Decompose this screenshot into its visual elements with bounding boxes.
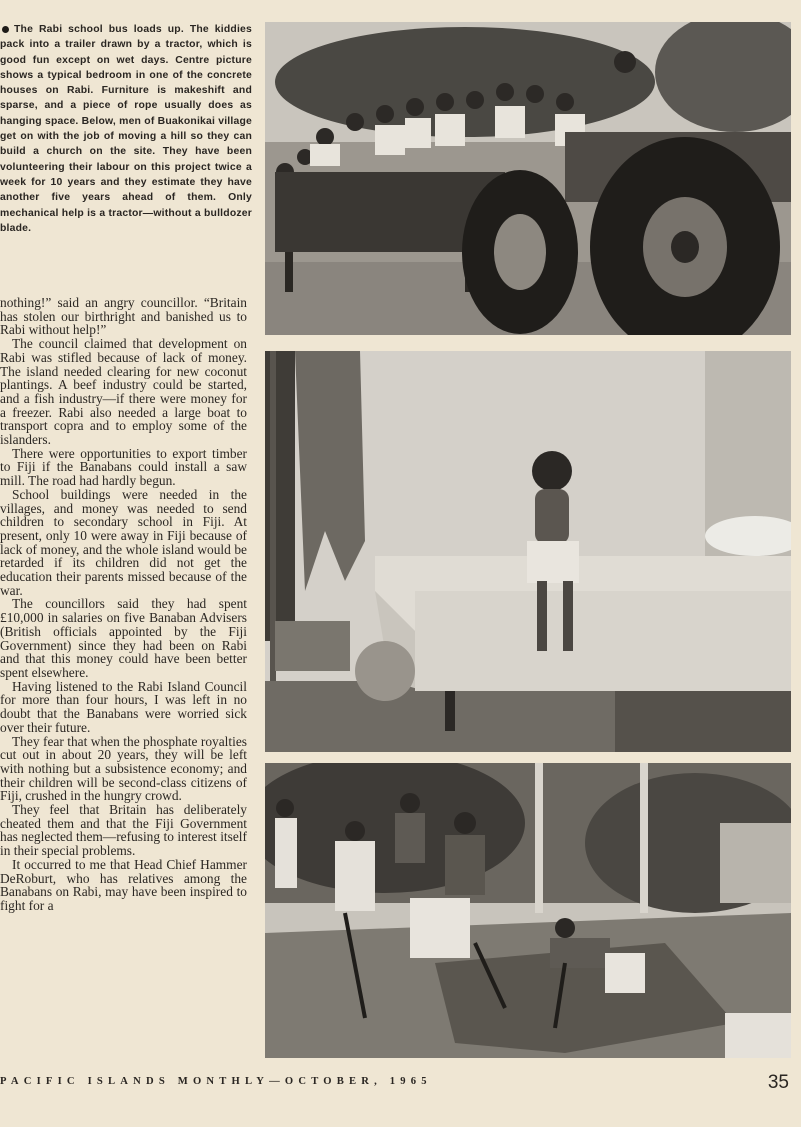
- article-paragraph: The councillors said they had spent £10,000 in salaries on five Banaban Advisers (British officials appointed by the Fiji Government) since they had been on Rabi and that this money could have been better spent elsewhere.: [0, 596, 247, 680]
- article-paragraph: nothing!” said an angry councillor. “Britain has stolen our birthright and banished us to Rabi without help!”: [0, 295, 247, 338]
- village-work-photo: [265, 763, 791, 1058]
- bedroom-illustration: [265, 351, 791, 752]
- article-paragraph: It occurred to me that Head Chief Hammer DeRoburt, who has relatives among the Banabans on Rabi, may have been inspired to fight for a: [0, 856, 247, 913]
- school-bus-photo: [265, 22, 791, 335]
- bullet-icon: [2, 26, 9, 33]
- article-paragraph: They feel that Britain has deliberately cheated them and that the Fiji Government has neglected them—refusing to interest itself in their special problems.: [0, 802, 247, 859]
- article-paragraph: School buildings were needed in the villages, and money was needed to send children to secondary school in Fiji. At present, only 10 were away in Fiji because of lack of money, and the whole island would be retarded if its children did not get the education their parents missed because of the war.: [0, 486, 247, 598]
- school-bus-illustration: [265, 22, 791, 335]
- bedroom-photo: [265, 351, 791, 752]
- article-column: [0, 296, 247, 913]
- village-work-illustration: [265, 763, 791, 1058]
- page-number: 35: [767, 1072, 789, 1093]
- article-paragraph: There were opportunities to export timber to Fiji if the Banabans could install a saw mill. The road had hardly begun.: [0, 445, 247, 489]
- article-paragraph: The council claimed that development on Rabi was stifled because of lack of money. The island needed clearing for new coconut plantings. A beef industry could be started, and a fish industry—if there were money for a freezer. Rabi also needed a large boat to transport copra and to employ some of the islanders.: [0, 336, 247, 448]
- caption-text: The Rabi school bus loads up. The kiddies pack into a trailer drawn by a tractor, which is good fun except on wet days. Centre picture shows a typical bedroom in one of the concrete houses on Rabi. Furniture is makeshift and sparse, and a piece of rope usually does as hanging space. Below, men of Buakonikai village get on with the job of moving a hill so they can build a church on the site. They have been volunteering their labour on this project twice a week for 10 years and they estimate they have another five years ahead of them. Only mechanical help is a tractor—without a bulldozer blade.: [0, 24, 252, 234]
- page-footer: [0, 1074, 801, 1098]
- article-paragraph: Having listened to the Rabi Island Council for more than four hours, I was left in no doubt that the Banabans were worried sick over their future.: [0, 678, 247, 735]
- article-paragraph: They fear that when the phosphate royalties cut out in about 20 years, they will be left with nothing but a subsistence economy; and their children will be second-class citizens of Fiji, crushed in the hungry crowd.: [0, 733, 247, 804]
- masthead: PACIFIC ISLANDS MONTHLY—OCTOBER, 1965: [0, 1076, 432, 1087]
- photo-caption: [0, 22, 252, 236]
